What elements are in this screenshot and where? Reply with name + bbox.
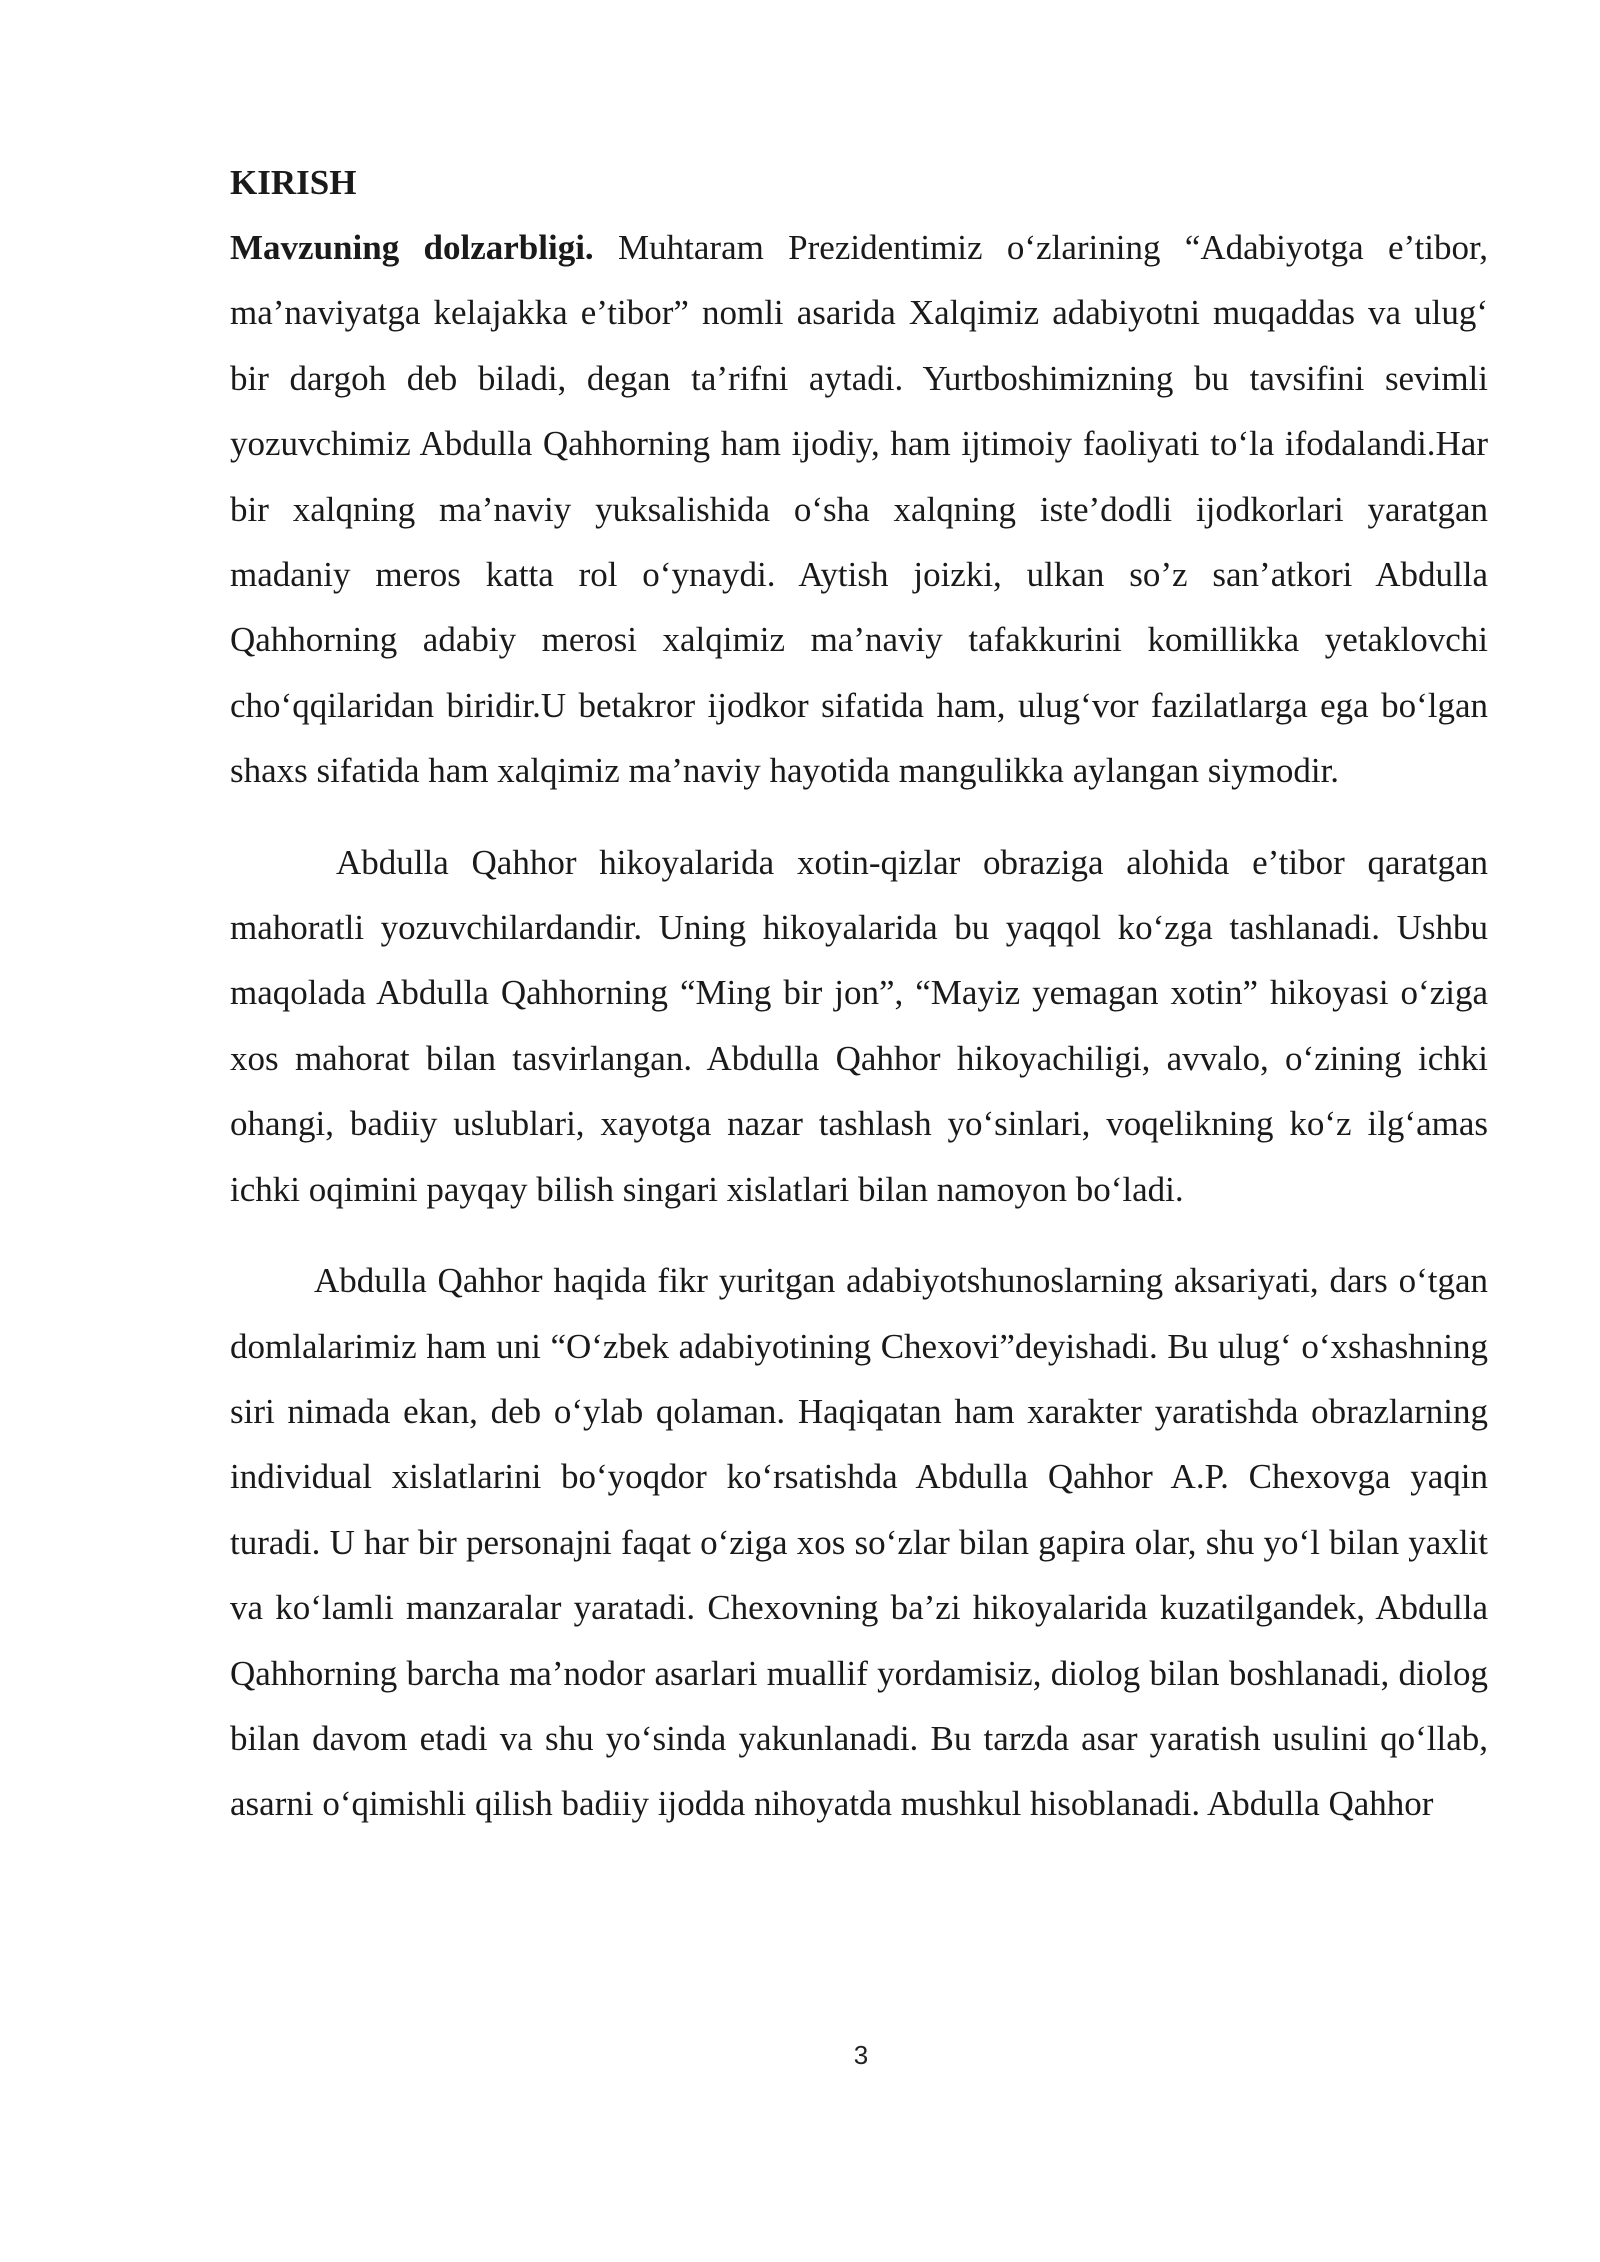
page-number: 3	[853, 2040, 869, 2070]
paragraph-body: Abdulla Qahhor hikoyalarida xotin-qizlar obraziga alohida e’tibor qaratgan mahoratli yozuvchilardandir. Uning hikoyalarida bu yaqqol ko‘zga tashlanadi. Ushbu maqolada Abdulla Qahhorning “Ming bir jon”, “Mayiz yemagan xotin” hikoyasi o‘ziga xos mahorat bilan tasvirlangan. Abdulla Qahhor hikoyachiligi, avvalo, o‘zining ichki ohangi, badiiy uslublari, xayotga nazar tashlash yo‘sinlari, voqelikning ko‘z ilg‘amas ichki oqimini payqay bilish singari xislatlari bilan namoyon bo‘ladi.	[230, 842, 1488, 1209]
paragraph-lead: Mavzuning dolzarbligi.	[230, 228, 594, 267]
document-page	[230, 150, 1488, 1837]
section-heading: KIRISH	[230, 163, 357, 202]
paragraph-body: Abdulla Qahhor haqida fikr yuritgan adabiyotshunoslarning aksariyati, dars o‘tgan domlalarimiz ham uni “O‘zbek adabiyotining Chexovi”deyishadi. Bu ulug‘ o‘xshashning siri nimada ekan, deb o‘ylab qolaman. Haqiqatan ham xarakter yaratishda obrazlarning individual xislatlarini bo‘yoqdor ko‘rsatishda Abdulla Qahhor A.P. Chexovga yaqin turadi. U har bir personajni faqat o‘ziga xos so‘zlar bilan gapira olar, shu yo‘l bilan yaxlit va ko‘lamli manzaralar yaratadi. Chexovning ba’zi hikoyalarida kuzatilgandek, Abdulla Qahhorning barcha ma’nodor asarlari muallif yordamisiz, diolog bilan boshlanadi, diolog bilan davom etadi va shu yo‘sinda yakunlanadi. Bu tarzda asar yaratish usulini qo‘llab, asarni o‘qimishli qilish badiiy ijodda nihoyatda mushkul hisoblanadi. Abdulla Qahhor	[230, 1261, 1488, 1824]
paragraph-body: Muhtaram Prezidentimiz o‘zlarining “Adabiyotga e’tibor, ma’naviyatga kelajakka e’tibor” nomli asarida Xalqimiz adabiyotni muqaddas va ulug‘ bir dargoh deb biladi, degan ta’rifni aytadi. Yurtboshimizning bu tavsifini sevimli yozuvchimiz Abdulla Qahhorning ham ijodiy, ham ijtimoiy faoliyati to‘la ifodalandi.Har bir xalqning ma’naviy yuksalishida o‘sha xalqning iste’dodli ijodkorlari yaratgan madaniy meros katta rol o‘ynaydi. Aytish joizki, ulkan so’z san’atkori Abdulla Qahhorning adabiy merosi xalqimiz ma’naviy tafakkurini komillikka yetaklovchi cho‘qqilaridan biridir.U betakror ijodkor sifatida ham, ulug‘vor fazilatlarga ega bo‘lgan shaxs sifatida ham xalqimiz ma’naviy hayotida mangulikka aylangan siymodir.	[230, 228, 1488, 791]
paragraph-relevance	[230, 215, 1488, 804]
